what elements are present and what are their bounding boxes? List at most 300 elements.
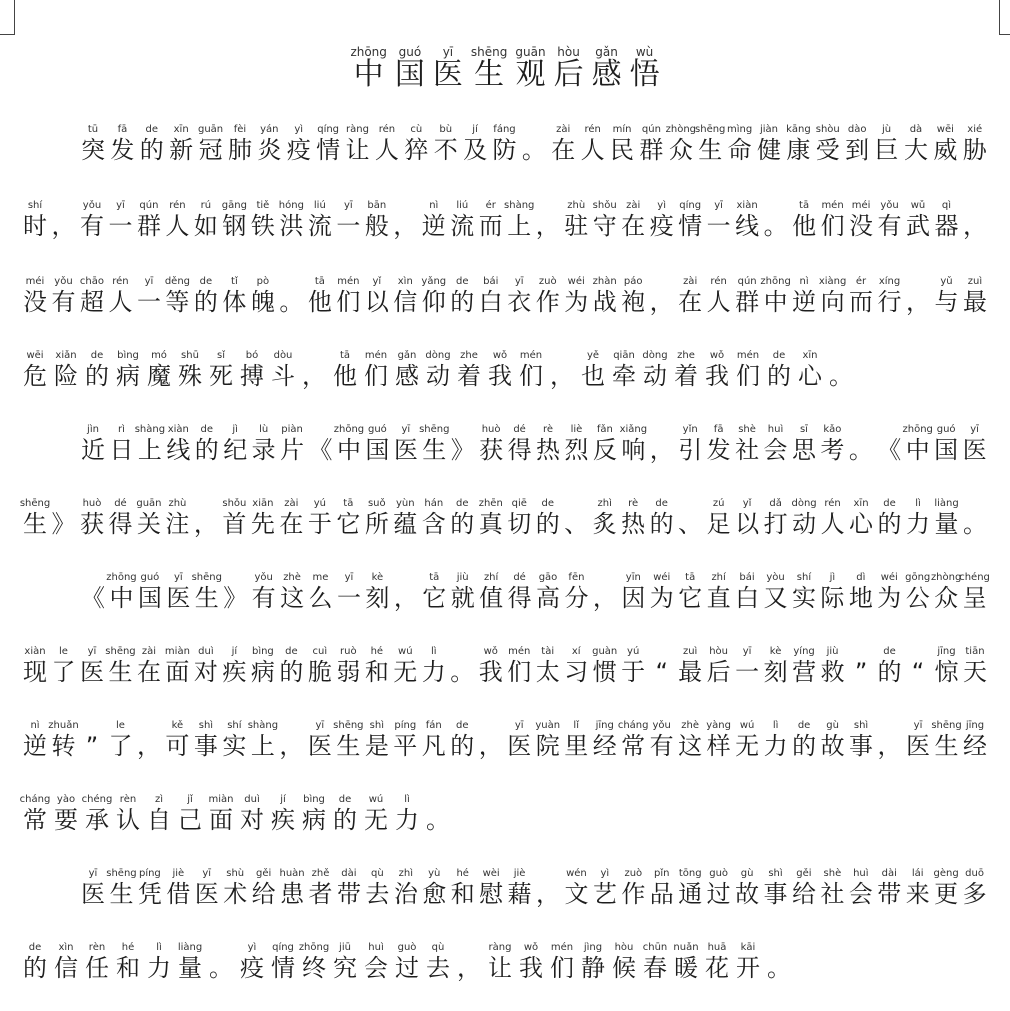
ruby-char <box>333 720 364 760</box>
hanzi: 会 <box>848 880 873 908</box>
hanzi: 《 <box>81 584 105 612</box>
pinyin: tài <box>541 646 555 657</box>
ruby-char <box>819 868 845 908</box>
pinyin: guàn <box>592 646 618 657</box>
ruby-char <box>256 124 282 164</box>
ruby-row <box>0 720 1010 760</box>
ruby-char <box>905 720 931 760</box>
ruby-char <box>903 124 929 164</box>
ruby-char <box>521 124 547 164</box>
hanzi: 人 <box>374 136 399 164</box>
ruby-char <box>22 646 48 686</box>
pinyin: shēng <box>19 498 51 509</box>
pinyin: pǐn <box>654 868 670 879</box>
pinyin: wú <box>739 720 755 731</box>
ruby-char <box>79 646 105 686</box>
ruby-char <box>874 124 900 164</box>
hanzi: 他 <box>307 288 332 316</box>
hanzi: 的 <box>193 288 218 316</box>
pinyin: shí <box>227 720 242 731</box>
pinyin: wéi <box>880 572 898 583</box>
hanzi: 反 <box>592 436 617 464</box>
hanzi: 病 <box>116 362 140 390</box>
ruby-char <box>80 124 106 164</box>
hanzi: 守 <box>592 212 617 240</box>
hanzi: 人 <box>108 288 133 316</box>
pinyin: xiàn <box>167 424 189 435</box>
hanzi: 开 <box>736 954 760 982</box>
ruby-char <box>345 124 371 164</box>
pinyin: dì <box>856 572 866 583</box>
hanzi: 他 <box>792 212 817 240</box>
ruby-char <box>22 942 48 982</box>
pinyin: de <box>456 720 469 731</box>
pinyin: píng <box>394 720 417 731</box>
ruby-char <box>815 124 841 164</box>
ruby-char <box>905 200 931 240</box>
pinyin: yī <box>714 200 723 211</box>
ruby-char <box>905 868 931 908</box>
ruby-char <box>876 572 902 612</box>
ruby-char <box>177 794 203 834</box>
hanzi: 它 <box>678 584 703 612</box>
pinyin: yǒu <box>880 200 899 211</box>
pinyin: wēi <box>26 350 44 361</box>
ruby-char <box>630 46 660 92</box>
ruby-char <box>649 424 675 464</box>
hanzi: 人 <box>820 510 845 538</box>
pinyin: yī <box>343 200 353 211</box>
pinyin: dòng <box>791 498 817 509</box>
hanzi: 经 <box>962 732 987 760</box>
pinyin: shàng <box>504 200 535 211</box>
hanzi: 有 <box>251 584 276 612</box>
pinyin: shàng <box>247 720 279 731</box>
hanzi: 悟 <box>629 57 660 92</box>
ruby-char <box>278 720 304 760</box>
pinyin: xiàng <box>818 276 847 287</box>
pinyin: wǒ <box>523 942 539 953</box>
ruby-char <box>763 498 789 538</box>
hanzi: ， <box>478 732 503 760</box>
hanzi: ， <box>592 584 617 612</box>
hanzi: 在 <box>136 658 161 686</box>
hanzi: 自 <box>147 806 171 834</box>
ruby-char <box>301 794 327 834</box>
hanzi: 的 <box>877 510 902 538</box>
pinyin: hóng <box>278 200 304 211</box>
ruby-char <box>278 646 304 686</box>
ruby-char <box>507 424 533 464</box>
pinyin: jīng <box>595 720 614 731</box>
hanzi: “ <box>655 658 668 686</box>
pinyin: yán <box>260 124 279 135</box>
ruby-char <box>22 720 48 760</box>
ruby-char <box>592 646 618 686</box>
hanzi: 无 <box>735 732 760 760</box>
ruby-char <box>620 572 646 612</box>
pinyin: lái <box>911 868 924 879</box>
pinyin: tā <box>343 498 354 509</box>
hanzi: 上 <box>137 436 162 464</box>
pinyin: miàn <box>164 646 190 657</box>
hanzi: 有 <box>649 732 674 760</box>
pinyin: yù <box>428 868 441 879</box>
ruby-char <box>563 572 589 612</box>
pinyin: yī <box>742 646 752 657</box>
hanzi: 般 <box>364 212 389 240</box>
hanzi: ， <box>393 212 418 240</box>
ruby-char <box>932 124 958 164</box>
pinyin: shí <box>796 572 812 583</box>
pinyin: yīn <box>625 572 641 583</box>
pinyin: duì <box>198 646 214 657</box>
hanzi: 器 <box>934 212 959 240</box>
pinyin: shí <box>27 200 43 211</box>
hanzi: 医 <box>79 658 104 686</box>
ruby-char <box>279 868 305 908</box>
hanzi: 信 <box>54 954 78 982</box>
pinyin: guò <box>397 942 417 953</box>
pinyin: yī <box>514 276 524 287</box>
hanzi: 实 <box>791 584 816 612</box>
pinyin: gěi <box>255 868 272 879</box>
ruby-row <box>0 868 1010 908</box>
pinyin: ér <box>855 276 867 287</box>
pinyin: xíng <box>878 276 901 287</box>
ruby-char <box>933 868 959 908</box>
ruby-char <box>421 720 447 760</box>
hanzi: 群 <box>735 288 760 316</box>
pinyin: bó <box>245 350 259 361</box>
ruby-char <box>592 46 622 92</box>
hanzi: 事 <box>849 732 874 760</box>
pinyin: zhě <box>311 868 330 879</box>
pinyin: bìng <box>117 350 139 361</box>
pinyin: guān <box>197 124 224 135</box>
hanzi: 向 <box>820 288 845 316</box>
ruby-char <box>704 350 730 390</box>
pinyin: qún <box>641 124 661 135</box>
ruby-row <box>0 424 1010 464</box>
ruby-char <box>665 124 697 164</box>
hanzi: 疾 <box>271 806 295 834</box>
hanzi: 搏 <box>240 362 264 390</box>
ruby-char <box>392 200 418 240</box>
ruby-char <box>335 200 361 240</box>
hanzi: ， <box>51 212 76 240</box>
hanzi: 上 <box>250 732 275 760</box>
ruby-char <box>450 868 476 908</box>
pinyin: yòu <box>766 572 785 583</box>
text-line <box>0 572 1010 612</box>
pinyin: de <box>883 498 896 509</box>
ruby-char <box>677 424 703 464</box>
hanzi: 它 <box>336 510 361 538</box>
pinyin: gāng <box>221 200 247 211</box>
ruby-char <box>642 350 668 390</box>
pinyin: tā <box>799 200 810 211</box>
pinyin: zhōng <box>350 45 387 59</box>
ruby-char <box>962 424 988 464</box>
ruby-char <box>107 720 133 760</box>
hanzi: 猝 <box>404 136 429 164</box>
ruby-char <box>592 868 618 908</box>
hanzi: 无 <box>364 806 388 834</box>
hanzi: 响 <box>621 436 646 464</box>
pinyin: kāi <box>740 942 756 953</box>
ruby-char <box>563 720 589 760</box>
ruby-char <box>84 350 110 390</box>
hanzi: 战 <box>592 288 617 316</box>
pinyin: yùn <box>396 498 415 509</box>
ruby-char <box>518 350 544 390</box>
pinyin: jiù <box>456 572 469 583</box>
hanzi: 来 <box>905 880 930 908</box>
ruby-row <box>0 942 1010 982</box>
ruby-char <box>227 124 253 164</box>
ruby-char <box>535 646 561 686</box>
pinyin: shēng <box>419 424 450 435</box>
pinyin: fǎn <box>596 424 613 435</box>
hanzi: 烈 <box>564 436 589 464</box>
hanzi: 《 <box>877 436 902 464</box>
pinyin: yǐn <box>682 424 698 435</box>
hanzi: 们 <box>550 954 574 982</box>
pinyin: zuò <box>538 276 557 287</box>
hanzi: 逆 <box>23 732 47 760</box>
hanzi: 人 <box>706 288 731 316</box>
pinyin: xiàn <box>736 200 758 211</box>
hanzi: 生 <box>109 880 134 908</box>
hanzi: ， <box>906 288 931 316</box>
ruby-char <box>620 646 646 686</box>
ruby-char <box>649 276 675 316</box>
ruby-char <box>301 350 327 390</box>
ruby-char <box>332 794 358 834</box>
pinyin: suǒ <box>367 498 386 509</box>
ruby-char <box>962 868 988 908</box>
ruby-char <box>208 942 234 982</box>
hanzi: 去 <box>365 880 390 908</box>
ruby-char <box>136 200 162 240</box>
hanzi: 里 <box>564 732 589 760</box>
ruby-char <box>364 424 390 464</box>
ruby-char <box>393 424 419 464</box>
hanzi: 候 <box>612 954 636 982</box>
hanzi: 中 <box>353 57 384 92</box>
ruby-char <box>456 942 482 982</box>
pinyin: xīn <box>173 124 189 135</box>
ruby-char <box>471 46 507 92</box>
hanzi: 逆 <box>792 288 817 316</box>
hanzi: 得 <box>507 584 532 612</box>
pinyin: ràng <box>346 124 369 135</box>
hanzi: 胁 <box>962 136 987 164</box>
hanzi: 。 <box>829 362 853 390</box>
pinyin: guò <box>709 868 729 879</box>
hanzi: 艺 <box>592 880 617 908</box>
ruby-char <box>146 350 172 390</box>
hanzi: 心 <box>798 362 822 390</box>
pinyin: hòu <box>709 646 729 657</box>
hanzi: 院 <box>535 732 560 760</box>
ruby-char <box>791 424 817 464</box>
hanzi: 病 <box>302 806 326 834</box>
ruby-char <box>763 720 789 760</box>
pinyin: yī <box>88 868 98 879</box>
pinyin: zhēn <box>478 498 503 509</box>
ruby-char <box>421 646 447 686</box>
hanzi: 因 <box>621 584 646 612</box>
hanzi: 危 <box>23 362 47 390</box>
ruby-char <box>50 646 76 686</box>
pinyin: fā <box>117 124 128 135</box>
pinyin: de <box>285 646 298 657</box>
hanzi: 的 <box>649 510 674 538</box>
hanzi: 生 <box>698 136 723 164</box>
ruby-char <box>905 498 931 538</box>
ruby-char <box>797 350 823 390</box>
ruby-char <box>673 350 699 390</box>
ruby-char <box>677 646 703 686</box>
ruby-char <box>760 276 791 316</box>
hanzi: 足 <box>706 510 731 538</box>
pinyin: nuǎn <box>673 942 699 953</box>
ruby-char <box>177 942 203 982</box>
ruby-char <box>734 424 760 464</box>
ruby-char <box>877 276 903 316</box>
pinyin: gāo <box>538 572 558 583</box>
ruby-row <box>0 276 1010 316</box>
ruby-char <box>194 868 220 908</box>
pinyin: kě <box>171 720 184 731</box>
crop-mark-right <box>999 0 1010 35</box>
pinyin: le <box>59 646 68 657</box>
ruby-char <box>332 942 358 982</box>
ruby-char <box>933 424 959 464</box>
hanzi: 一 <box>706 212 731 240</box>
ruby-char <box>848 720 874 760</box>
hanzi: 们 <box>519 362 543 390</box>
ruby-char <box>934 498 960 538</box>
ruby-char <box>221 720 247 760</box>
ruby-char <box>109 124 135 164</box>
pinyin: xīn <box>802 350 818 361</box>
hanzi: 者 <box>308 880 333 908</box>
hanzi: 太 <box>535 658 560 686</box>
ruby-char <box>193 646 219 686</box>
ruby-char <box>848 646 874 686</box>
ruby-char <box>79 276 105 316</box>
hanzi: 过 <box>395 954 419 982</box>
ruby-char <box>828 350 854 390</box>
pinyin: jiè <box>513 868 526 879</box>
hanzi: 实 <box>222 732 247 760</box>
hanzi: 们 <box>736 362 760 390</box>
pinyin: páo <box>623 276 643 287</box>
pinyin: gǎn <box>397 350 417 361</box>
pinyin: qíng <box>272 942 294 953</box>
hanzi: 凭 <box>137 880 162 908</box>
hanzi: 情 <box>678 212 703 240</box>
ruby-char <box>208 350 234 390</box>
pinyin: yú <box>627 646 640 657</box>
hanzi: 生 <box>934 732 959 760</box>
hanzi: ， <box>649 288 674 316</box>
hanzi: 弱 <box>336 658 361 686</box>
pinyin: yī <box>344 572 354 583</box>
hanzi: 故 <box>820 732 845 760</box>
ruby-char <box>592 200 618 240</box>
hanzi: 医 <box>307 732 332 760</box>
hanzi: 地 <box>848 584 873 612</box>
pinyin: gǎn <box>595 45 618 59</box>
ruby-char <box>194 424 220 464</box>
pinyin: zhōng <box>333 424 365 435</box>
pinyin: rén <box>378 124 396 135</box>
pinyin: lì <box>404 794 410 805</box>
pinyin: dé <box>513 424 526 435</box>
ruby-char <box>848 868 874 908</box>
ruby-char <box>649 572 675 612</box>
pinyin: rén <box>710 276 727 287</box>
pinyin: yì <box>247 942 257 953</box>
ruby-char <box>137 868 163 908</box>
hanzi: 医 <box>194 880 219 908</box>
hanzi: ， <box>649 436 674 464</box>
hanzi: 我 <box>478 658 503 686</box>
hanzi: 这 <box>280 584 305 612</box>
hanzi: 而 <box>478 212 503 240</box>
hanzi: 超 <box>79 288 104 316</box>
hanzi: 故 <box>735 880 760 908</box>
ruby-char <box>848 424 874 464</box>
ruby-char <box>193 720 219 760</box>
ruby-char <box>53 794 79 834</box>
ruby-char <box>308 424 334 464</box>
ruby-char <box>164 720 190 760</box>
ruby-char <box>478 498 504 538</box>
ruby-char <box>580 350 606 390</box>
ruby-char <box>50 498 76 538</box>
hanzi: 牵 <box>612 362 636 390</box>
ruby-char <box>332 350 358 390</box>
pinyin: mén <box>508 646 531 657</box>
ruby-char <box>165 868 191 908</box>
ruby-char <box>364 572 390 612</box>
hanzi: 情 <box>316 136 341 164</box>
hanzi: 社 <box>735 436 760 464</box>
ruby-char <box>677 276 703 316</box>
pinyin: jì <box>232 424 238 435</box>
ruby-char <box>19 498 51 538</box>
hanzi: 首 <box>222 510 247 538</box>
ruby-char <box>820 276 846 316</box>
ruby-char <box>549 350 575 390</box>
pinyin: liàng <box>177 942 203 953</box>
pinyin: qù <box>431 942 445 953</box>
ruby-char <box>335 498 361 538</box>
hanzi: 常 <box>23 806 47 834</box>
pinyin: zhōng <box>298 942 330 953</box>
hanzi: 生 <box>194 584 219 612</box>
hanzi: 衣 <box>507 288 532 316</box>
pinyin: fēn <box>568 572 585 583</box>
hanzi: 。 <box>521 136 546 164</box>
hanzi: 平 <box>393 732 418 760</box>
ruby-char <box>642 942 668 982</box>
